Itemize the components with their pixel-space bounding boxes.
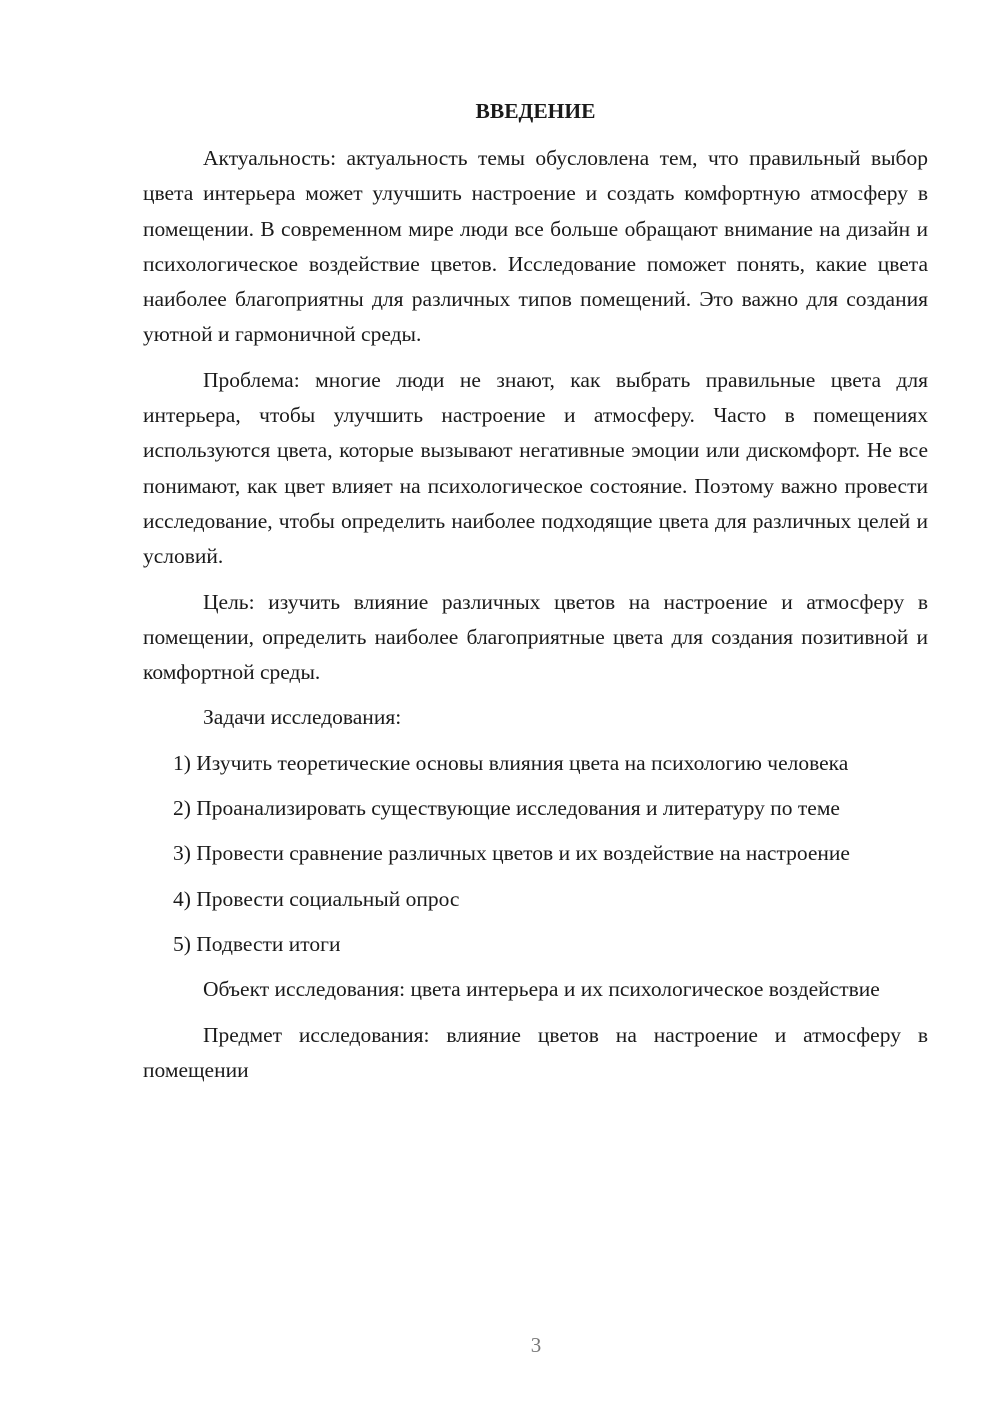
task-item: 5) Подвести итоги bbox=[173, 931, 341, 956]
task-item: 3) Провести сравнение различных цветов и их воздействие на настроение bbox=[173, 841, 850, 866]
subject-paragraph: Предмет исследования: влияние цветов на настроение и атмосферу в помещении bbox=[143, 1022, 928, 1082]
relevance-paragraph: Актуальность: актуальность темы обусловлена тем, что правильный выбор цвета интерьера может улучшить настроение и создать комфортную атмосферу в помещении. В современном мире люди все больше обращают внимание на дизайн и психологическое воздействие цветов. Исследование поможет понять, какие цвета наиболее благоприятны для различных типов помещений. Это важно для создания уютной и гармоничной среды. bbox=[143, 146, 928, 347]
object-paragraph: Объект исследования: цвета интерьера и их психологическое воздействие bbox=[203, 977, 880, 1002]
tasks-heading: Задачи исследования: bbox=[203, 705, 402, 730]
task-item: 1) Изучить теоретические основы влияния цвета на психологию человека bbox=[173, 750, 849, 775]
goal-paragraph: Цель: изучить влияние различных цветов на настроение и атмосферу в помещении, определить наиболее благоприятные цвета для создания позитивной и комфортной среды. bbox=[143, 589, 928, 685]
page-number: 3 bbox=[530, 1333, 542, 1357]
problem-paragraph: Проблема: многие люди не знают, как выбрать правильные цвета для интерьера, чтобы улучшить настроение и атмосферу. Часто в помещениях используются цвета, которые вызывают негативные эмоции или дискомфорт. Не все понимают, как цвет влияет на психологическое состояние. Поэтому важно провести исследование, чтобы определить наиболее подходящие цвета для различных целей и условий. bbox=[143, 367, 928, 569]
page-content bbox=[143, 95, 928, 1098]
task-item: 2) Проанализировать существующие исследования и литературу по теме bbox=[173, 796, 840, 821]
page-title: ВВЕДЕНИЕ bbox=[475, 99, 596, 123]
task-item: 4) Провести социальный опрос bbox=[173, 886, 460, 911]
